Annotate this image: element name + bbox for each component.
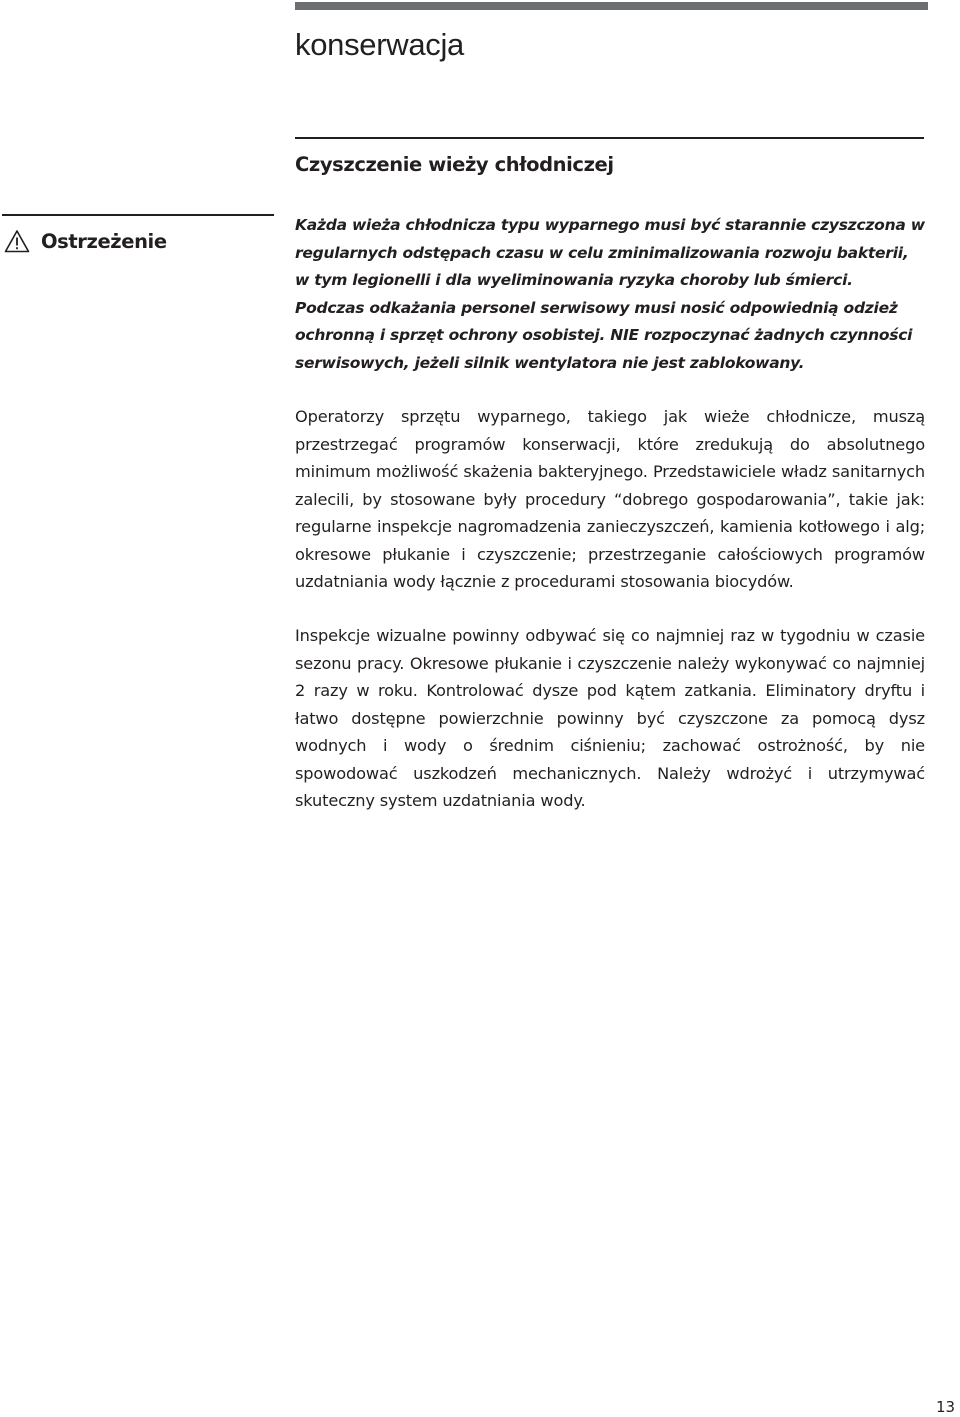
section-heading: Czyszczenie wieży chłodniczej xyxy=(295,153,614,176)
body-paragraph: Inspekcje wizualne powinny odbywać się co najmniej raz w tygodniu w czasie sezonu pracy. Okresowe płukanie i czyszczenie należy wykonywać co najmniej 2 razy w roku. Kontrolować dysze pod kątem zatkania. Eliminatory dryftu i łatwo dostępne powierzchnie powinny być czyszczone za pomocą dysz wodnych i wody o średnim ciśnieniu; zachować ostrożność, by nie spowodować uszkodzeń mechanicznych. Należy wdrożyć i utrzymywać skuteczny system uzdatniania wody. xyxy=(295,626,925,810)
section-divider xyxy=(295,137,924,139)
header-bar xyxy=(295,2,928,10)
warning-divider xyxy=(2,214,274,216)
chapter-title: konserwacja xyxy=(295,27,465,62)
warning-label xyxy=(4,229,167,253)
warning-triangle-icon xyxy=(4,229,30,253)
warning-label-text: Ostrzeżenie xyxy=(41,229,167,253)
warning-text: Każda wieża chłodnicza typu wyparnego musi być starannie czyszczona w regularnych odstępach czasu w celu zminimalizowania rozwoju bakterii, w tym legionelli i dla wyeliminowania ryzyka choroby lub śmierci. Podczas odkażania personel serwisowy musi nosić odpowiednią odzież ochronną i sprzęt ochrony osobistej. NIE rozpoczynać żadnych czynności serwisowych, jeżeli silnik wentylatora nie jest zablokowany. xyxy=(295,216,925,372)
body-paragraph: Operatorzy sprzętu wyparnego, takiego jak wieże chłodnicze, muszą przestrzegać programów konserwacji, które zredukują do absolutnego minimum możliwość skażenia bakteryjnego. Przedstawiciele władz sanitarnych zalecili, by stosowane były procedury “dobrego gospodarowania”, takie jak: regularne inspekcje nagromadzenia zanieczyszczeń, kamienia kotłowego i alg; okresowe płukanie i czyszczenie; przestrzeganie całościowych programów uzdatniania wody łącznie z procedurami stosowania biocydów. xyxy=(295,407,925,591)
page-number: 13 xyxy=(936,1398,956,1416)
